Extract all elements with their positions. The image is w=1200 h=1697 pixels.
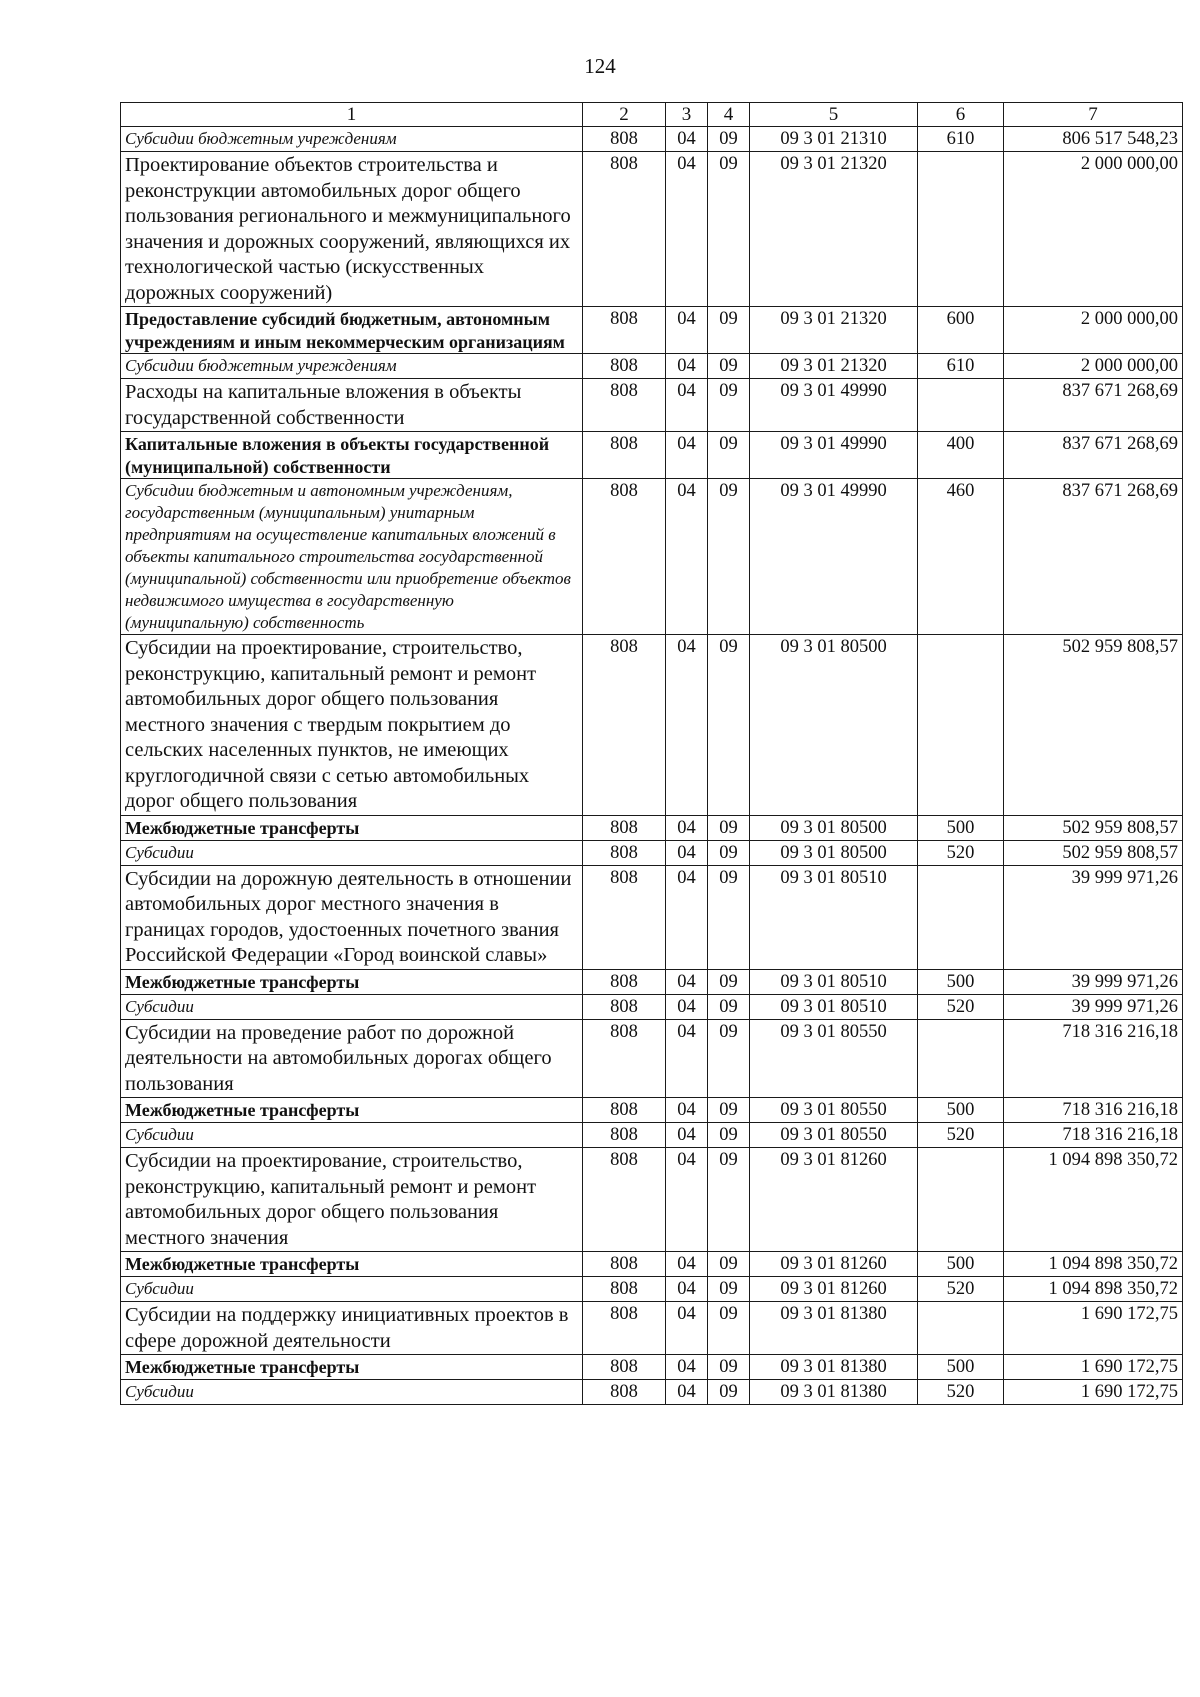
code-admin-cell: 808 (583, 969, 666, 994)
item-name-cell: Субсидии (121, 1277, 583, 1302)
code-subsection-cell: 09 (708, 432, 750, 479)
item-name-cell: Межбюджетные трансферты (121, 1098, 583, 1123)
code-admin-cell: 808 (583, 1252, 666, 1277)
amount-cell: 837 671 268,69 (1004, 379, 1183, 432)
code-admin-cell: 808 (583, 1380, 666, 1405)
code-subsection-cell: 09 (708, 1252, 750, 1277)
code-subsection-cell: 09 (708, 1277, 750, 1302)
code-expense-type-cell: 460 (918, 479, 1004, 635)
item-name-cell: Субсидии на поддержку инициативных проектов в сфере дорожной деятельности (121, 1302, 583, 1355)
table-row (121, 635, 1183, 816)
item-name-cell: Субсидии на проектирование, строительство, реконструкцию, капитальный ремонт и ремонт автомобильных дорог общего пользования местного значения (121, 1148, 583, 1252)
code-admin-cell: 808 (583, 1277, 666, 1302)
amount-cell: 718 316 216,18 (1004, 1019, 1183, 1098)
amount-cell: 39 999 971,26 (1004, 994, 1183, 1019)
code-target-cell: 09 3 01 81260 (750, 1277, 918, 1302)
code-section-cell: 04 (666, 635, 708, 816)
table-row (121, 815, 1183, 840)
table-row (121, 354, 1183, 379)
code-expense-type-cell: 520 (918, 1380, 1004, 1405)
item-name-cell: Межбюджетные трансферты (121, 1355, 583, 1380)
code-section-cell: 04 (666, 307, 708, 354)
code-subsection-cell: 09 (708, 840, 750, 865)
code-section-cell: 04 (666, 1098, 708, 1123)
code-subsection-cell: 09 (708, 127, 750, 152)
code-admin-cell: 808 (583, 635, 666, 816)
code-subsection-cell: 09 (708, 1302, 750, 1355)
amount-cell: 1 094 898 350,72 (1004, 1277, 1183, 1302)
code-section-cell: 04 (666, 815, 708, 840)
table-row (121, 969, 1183, 994)
item-name-cell: Субсидии бюджетным учреждениям (121, 354, 583, 379)
code-target-cell: 09 3 01 80500 (750, 840, 918, 865)
code-expense-type-cell: 500 (918, 815, 1004, 840)
code-subsection-cell: 09 (708, 379, 750, 432)
code-admin-cell: 808 (583, 1019, 666, 1098)
code-expense-type-cell: 500 (918, 1355, 1004, 1380)
item-name-cell: Межбюджетные трансферты (121, 815, 583, 840)
item-name-cell: Субсидии (121, 1380, 583, 1405)
code-section-cell: 04 (666, 994, 708, 1019)
code-target-cell: 09 3 01 81380 (750, 1302, 918, 1355)
code-target-cell: 09 3 01 80510 (750, 994, 918, 1019)
code-subsection-cell: 09 (708, 307, 750, 354)
code-expense-type-cell: 520 (918, 840, 1004, 865)
code-section-cell: 04 (666, 1302, 708, 1355)
table-row (121, 152, 1183, 307)
item-name-cell: Субсидии (121, 994, 583, 1019)
code-expense-type-cell: 500 (918, 1252, 1004, 1277)
code-admin-cell: 808 (583, 379, 666, 432)
amount-cell: 837 671 268,69 (1004, 479, 1183, 635)
header-cell: 2 (583, 103, 666, 127)
code-section-cell: 04 (666, 152, 708, 307)
code-subsection-cell: 09 (708, 994, 750, 1019)
amount-cell: 2 000 000,00 (1004, 307, 1183, 354)
amount-cell: 1 690 172,75 (1004, 1302, 1183, 1355)
code-target-cell: 09 3 01 21320 (750, 354, 918, 379)
code-admin-cell: 808 (583, 432, 666, 479)
table-row (121, 1148, 1183, 1252)
amount-cell: 502 959 808,57 (1004, 815, 1183, 840)
item-name-cell: Субсидии на проектирование, строительство, реконструкцию, капитальный ремонт и ремонт автомобильных дорог общего пользования местного значения с твердым покрытием до сельских населенных пунктов, не имеющих круглогодичной связи с сетью автомобильных дорог общего пользования (121, 635, 583, 816)
amount-cell: 718 316 216,18 (1004, 1098, 1183, 1123)
item-name-cell: Субсидии (121, 1123, 583, 1148)
amount-cell: 502 959 808,57 (1004, 840, 1183, 865)
table-row (121, 1252, 1183, 1277)
item-name-cell: Субсидии (121, 840, 583, 865)
item-name-cell: Субсидии бюджетным и автономным учреждениям, государственным (муниципальным) унитарным предприятиям на осуществление капитальных вложений в объекты капитального строительства государственной (муниципальной) собственности или приобретение объектов недвижимого имущества в государственную (муниципальную) собственность (121, 479, 583, 635)
code-section-cell: 04 (666, 969, 708, 994)
code-section-cell: 04 (666, 1380, 708, 1405)
code-section-cell: 04 (666, 479, 708, 635)
code-expense-type-cell: 610 (918, 127, 1004, 152)
table-row (121, 1123, 1183, 1148)
code-target-cell: 09 3 01 21320 (750, 152, 918, 307)
code-subsection-cell: 09 (708, 1148, 750, 1252)
code-target-cell: 09 3 01 80500 (750, 635, 918, 816)
code-admin-cell: 808 (583, 865, 666, 969)
table-row (121, 840, 1183, 865)
code-target-cell: 09 3 01 81260 (750, 1252, 918, 1277)
code-target-cell: 09 3 01 21320 (750, 307, 918, 354)
code-subsection-cell: 09 (708, 969, 750, 994)
item-name-cell: Предоставление субсидий бюджетным, автономным учреждениям и иным некоммерческим организациям (121, 307, 583, 354)
table-row (121, 307, 1183, 354)
code-target-cell: 09 3 01 80550 (750, 1098, 918, 1123)
table-row (121, 865, 1183, 969)
code-admin-cell: 808 (583, 307, 666, 354)
amount-cell: 718 316 216,18 (1004, 1123, 1183, 1148)
code-section-cell: 04 (666, 1355, 708, 1380)
code-expense-type-cell: 610 (918, 354, 1004, 379)
amount-cell: 1 690 172,75 (1004, 1380, 1183, 1405)
code-expense-type-cell: 520 (918, 994, 1004, 1019)
item-name-cell: Проектирование объектов строительства и реконструкции автомобильных дорог общего пользования регионального и межмуниципального значения и дорожных сооружений, являющихся их технологической частью (искусственных дорожных сооружений) (121, 152, 583, 307)
amount-cell: 1 094 898 350,72 (1004, 1252, 1183, 1277)
code-target-cell: 09 3 01 21310 (750, 127, 918, 152)
amount-cell: 806 517 548,23 (1004, 127, 1183, 152)
code-target-cell: 09 3 01 49990 (750, 479, 918, 635)
header-cell: 5 (750, 103, 918, 127)
amount-cell: 1 690 172,75 (1004, 1355, 1183, 1380)
code-section-cell: 04 (666, 432, 708, 479)
header-cell: 7 (1004, 103, 1183, 127)
amount-cell: 2 000 000,00 (1004, 354, 1183, 379)
code-target-cell: 09 3 01 80550 (750, 1019, 918, 1098)
code-section-cell: 04 (666, 354, 708, 379)
code-subsection-cell: 09 (708, 865, 750, 969)
code-admin-cell: 808 (583, 1098, 666, 1123)
code-subsection-cell: 09 (708, 1019, 750, 1098)
header-cell: 3 (666, 103, 708, 127)
code-expense-type-cell (918, 1302, 1004, 1355)
table-row (121, 1302, 1183, 1355)
code-subsection-cell: 09 (708, 479, 750, 635)
header-cell: 4 (708, 103, 750, 127)
code-expense-type-cell (918, 379, 1004, 432)
code-subsection-cell: 09 (708, 1355, 750, 1380)
code-target-cell: 09 3 01 80510 (750, 865, 918, 969)
amount-cell: 39 999 971,26 (1004, 969, 1183, 994)
code-admin-cell: 808 (583, 994, 666, 1019)
code-section-cell: 04 (666, 1123, 708, 1148)
code-subsection-cell: 09 (708, 815, 750, 840)
code-expense-type-cell (918, 1019, 1004, 1098)
code-target-cell: 09 3 01 80500 (750, 815, 918, 840)
table-row (121, 1098, 1183, 1123)
code-section-cell: 04 (666, 379, 708, 432)
table-row (121, 127, 1183, 152)
code-expense-type-cell (918, 635, 1004, 816)
table-row (121, 1019, 1183, 1098)
code-expense-type-cell (918, 152, 1004, 307)
code-subsection-cell: 09 (708, 354, 750, 379)
amount-cell: 502 959 808,57 (1004, 635, 1183, 816)
code-admin-cell: 808 (583, 840, 666, 865)
code-expense-type-cell: 600 (918, 307, 1004, 354)
code-section-cell: 04 (666, 1252, 708, 1277)
amount-cell: 837 671 268,69 (1004, 432, 1183, 479)
code-target-cell: 09 3 01 49990 (750, 379, 918, 432)
code-expense-type-cell (918, 865, 1004, 969)
amount-cell: 1 094 898 350,72 (1004, 1148, 1183, 1252)
code-expense-type-cell: 520 (918, 1123, 1004, 1148)
code-section-cell: 04 (666, 127, 708, 152)
code-expense-type-cell: 500 (918, 969, 1004, 994)
code-admin-cell: 808 (583, 354, 666, 379)
code-expense-type-cell (918, 1148, 1004, 1252)
code-admin-cell: 808 (583, 127, 666, 152)
code-target-cell: 09 3 01 80550 (750, 1123, 918, 1148)
code-section-cell: 04 (666, 1148, 708, 1252)
table-body (121, 103, 1183, 1405)
table-row (121, 1277, 1183, 1302)
item-name-cell: Субсидии на дорожную деятельность в отношении автомобильных дорог местного значения в границах городов, удостоенных почетного звания Российской Федерации «Город воинской славы» (121, 865, 583, 969)
code-admin-cell: 808 (583, 479, 666, 635)
code-admin-cell: 808 (583, 1302, 666, 1355)
code-target-cell: 09 3 01 49990 (750, 432, 918, 479)
table-row (121, 479, 1183, 635)
header-cell: 6 (918, 103, 1004, 127)
code-expense-type-cell: 500 (918, 1098, 1004, 1123)
code-admin-cell: 808 (583, 152, 666, 307)
header-cell: 1 (121, 103, 583, 127)
code-expense-type-cell: 400 (918, 432, 1004, 479)
item-name-cell: Капитальные вложения в объекты государственной (муниципальной) собственности (121, 432, 583, 479)
code-admin-cell: 808 (583, 1355, 666, 1380)
table-row (121, 994, 1183, 1019)
amount-cell: 39 999 971,26 (1004, 865, 1183, 969)
code-section-cell: 04 (666, 865, 708, 969)
code-section-cell: 04 (666, 1019, 708, 1098)
item-name-cell: Межбюджетные трансферты (121, 969, 583, 994)
budget-table (120, 102, 1183, 1405)
code-target-cell: 09 3 01 80510 (750, 969, 918, 994)
code-subsection-cell: 09 (708, 1123, 750, 1148)
code-target-cell: 09 3 01 81260 (750, 1148, 918, 1252)
code-expense-type-cell: 520 (918, 1277, 1004, 1302)
code-section-cell: 04 (666, 1277, 708, 1302)
item-name-cell: Межбюджетные трансферты (121, 1252, 583, 1277)
item-name-cell: Субсидии на проведение работ по дорожной деятельности на автомобильных дорогах общего пользования (121, 1019, 583, 1098)
table-row (121, 1380, 1183, 1405)
code-subsection-cell: 09 (708, 1380, 750, 1405)
code-admin-cell: 808 (583, 1123, 666, 1148)
table-row (121, 1355, 1183, 1380)
code-subsection-cell: 09 (708, 635, 750, 816)
table-row (121, 432, 1183, 479)
code-admin-cell: 808 (583, 1148, 666, 1252)
code-admin-cell: 808 (583, 815, 666, 840)
code-section-cell: 04 (666, 840, 708, 865)
code-target-cell: 09 3 01 81380 (750, 1355, 918, 1380)
item-name-cell: Субсидии бюджетным учреждениям (121, 127, 583, 152)
code-target-cell: 09 3 01 81380 (750, 1380, 918, 1405)
item-name-cell: Расходы на капитальные вложения в объекты государственной собственности (121, 379, 583, 432)
amount-cell: 2 000 000,00 (1004, 152, 1183, 307)
code-subsection-cell: 09 (708, 1098, 750, 1123)
code-subsection-cell: 09 (708, 152, 750, 307)
table-row (121, 379, 1183, 432)
page-number: 124 (584, 54, 616, 78)
table-header-row (121, 103, 1183, 127)
